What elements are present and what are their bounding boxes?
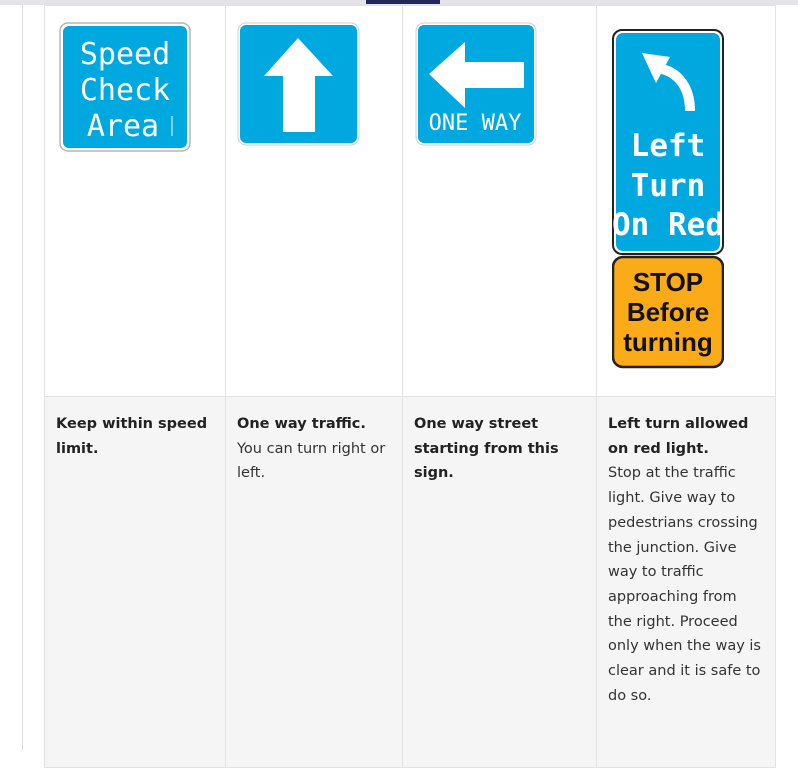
sign-cell-one-way-left [403,6,597,397]
sub-sign-text-line: turning [623,327,713,357]
sign-cell-left-turn-on-red [597,6,776,397]
left-arrow-sign-icon [415,22,537,146]
sign-text-line: Check [79,73,171,108]
description-title: Keep within speed limit. [56,416,208,457]
sign-text-line: On Red [612,207,724,243]
description-title: One way street starting from this sign. [414,416,559,482]
description-cell [403,397,597,768]
sign-text-line: Speed [79,37,171,72]
description-title: One way traffic. [237,416,366,432]
content-left-border [22,5,23,750]
sign-cell-speed-check [45,6,226,397]
description-cell [226,397,403,768]
description-body: Stop at the traffic light. Give way to pedestrians crossing the junction. Give way to traffic approaching from the right. Proceed only when the way is clear and it is safe to do so. [608,465,761,704]
up-arrow-sign-icon [237,22,360,146]
sign-cell-one-way-up [226,6,403,397]
sign-text-line: Left [630,128,706,164]
sub-sign-text-line: Before [626,297,710,327]
sub-sign-text-line: STOP [632,267,704,297]
road-signs-table [44,5,776,768]
sign-text-line: Area [86,109,160,144]
active-tab-indicator [366,0,440,4]
description-body: You can turn right or left. [237,440,386,482]
description-cell [597,397,776,768]
speed-check-area-sign-icon [59,22,191,152]
left-turn-on-red-sign-icon [612,29,724,369]
sign-descriptions-row [45,397,776,768]
sign-images-row [45,6,776,397]
description-cell [45,397,226,768]
description-title: Left turn allowed on red light. [608,416,749,457]
sign-text-line: ONE WAY [428,111,522,136]
sign-text-line: Turn [630,168,706,204]
